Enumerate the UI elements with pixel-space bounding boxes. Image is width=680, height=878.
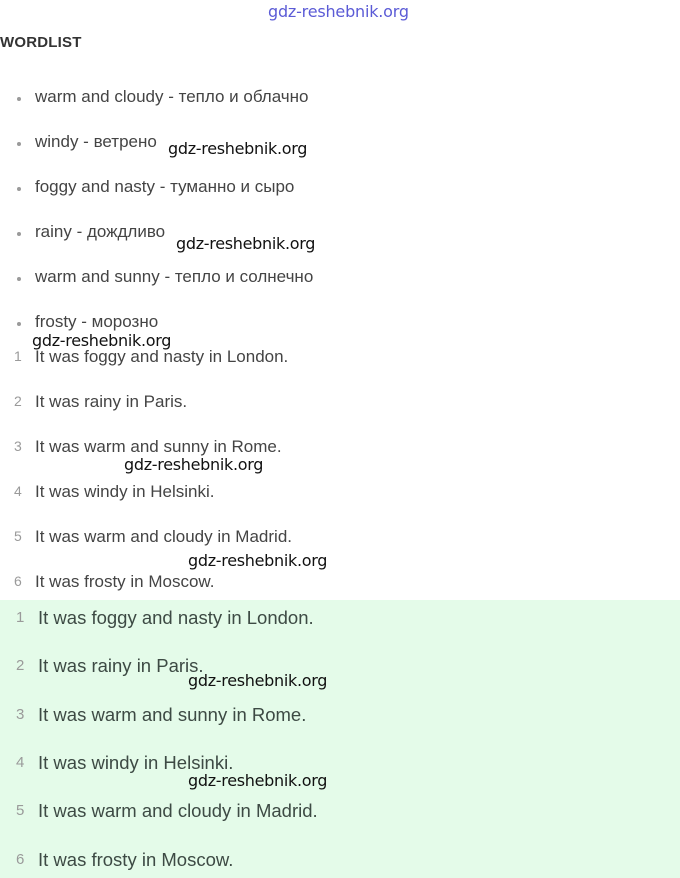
bullet-icon <box>17 322 21 326</box>
wordlist-text: warm and cloudy - тепло и облачно <box>35 87 309 106</box>
bullet-icon <box>17 187 21 191</box>
sentence-item <box>0 482 680 506</box>
sentence-number: 6 <box>14 573 22 589</box>
answer-item <box>0 849 680 875</box>
bullet-icon <box>17 232 21 236</box>
sentence-number: 4 <box>14 483 22 499</box>
wordlist-item <box>0 222 680 246</box>
watermark: gdz-reshebnik.org <box>32 331 172 350</box>
bullet-icon <box>17 97 21 101</box>
wordlist-text: warm and sunny - тепло и солнечно <box>35 267 314 286</box>
sentence-item <box>0 347 680 371</box>
answer-text: It was rainy in Paris. <box>38 655 204 676</box>
sentence-number: 2 <box>14 393 22 409</box>
answer-item <box>0 655 680 681</box>
sentence-item <box>0 392 680 416</box>
answer-item <box>0 800 680 826</box>
watermark-top: gdz-reshebnik.org <box>268 2 409 21</box>
sentence-item <box>0 572 680 596</box>
answer-text: It was foggy and nasty in London. <box>38 607 314 628</box>
answer-text: It was warm and cloudy in Madrid. <box>38 800 318 821</box>
bullet-icon <box>17 142 21 146</box>
answer-text: It was windy in Helsinki. <box>38 752 234 773</box>
answer-number: 6 <box>16 851 25 868</box>
wordlist-item <box>0 132 680 156</box>
wordlist-text: foggy and nasty - туманно и сыро <box>35 177 295 196</box>
answer-number: 5 <box>16 802 25 819</box>
sentence-text: It was foggy and nasty in London. <box>35 347 289 366</box>
answer-item <box>0 752 680 778</box>
wordlist-text: windy - ветрено <box>35 132 157 151</box>
wordlist-text: frosty - морозно <box>35 312 159 331</box>
wordlist-title: WORDLIST <box>0 34 82 51</box>
answer-item <box>0 607 680 633</box>
wordlist-item <box>0 177 680 201</box>
wordlist-item <box>0 87 680 111</box>
answer-number: 2 <box>16 657 25 674</box>
wordlist-text: rainy - дождливо <box>35 222 166 241</box>
answers-box <box>0 600 680 878</box>
sentence-number: 5 <box>14 528 22 544</box>
answer-text: It was warm and sunny in Rome. <box>38 704 307 725</box>
sentence-text: It was windy in Helsinki. <box>35 482 215 501</box>
sentence-number: 3 <box>14 438 22 454</box>
answer-number: 4 <box>16 754 25 771</box>
sentence-item <box>0 437 680 461</box>
watermark: gdz-reshebnik.org <box>168 139 308 158</box>
watermark: gdz-reshebnik.org <box>188 671 328 690</box>
answer-item <box>0 704 680 730</box>
answer-number: 1 <box>16 609 25 626</box>
sentence-item <box>0 527 680 551</box>
answer-number: 3 <box>16 706 25 723</box>
sentence-number: 1 <box>14 348 22 364</box>
watermark: gdz-reshebnik.org <box>124 455 264 474</box>
answer-text: It was frosty in Moscow. <box>38 849 234 870</box>
watermark: gdz-reshebnik.org <box>188 551 328 570</box>
wordlist-item <box>0 267 680 291</box>
bullet-icon <box>17 277 21 281</box>
watermark: gdz-reshebnik.org <box>176 234 316 253</box>
sentence-text: It was warm and cloudy in Madrid. <box>35 527 292 546</box>
watermark: gdz-reshebnik.org <box>188 771 328 790</box>
sentence-text: It was warm and sunny in Rome. <box>35 437 282 456</box>
sentence-text: It was rainy in Paris. <box>35 392 188 411</box>
sentence-text: It was frosty in Moscow. <box>35 572 215 591</box>
